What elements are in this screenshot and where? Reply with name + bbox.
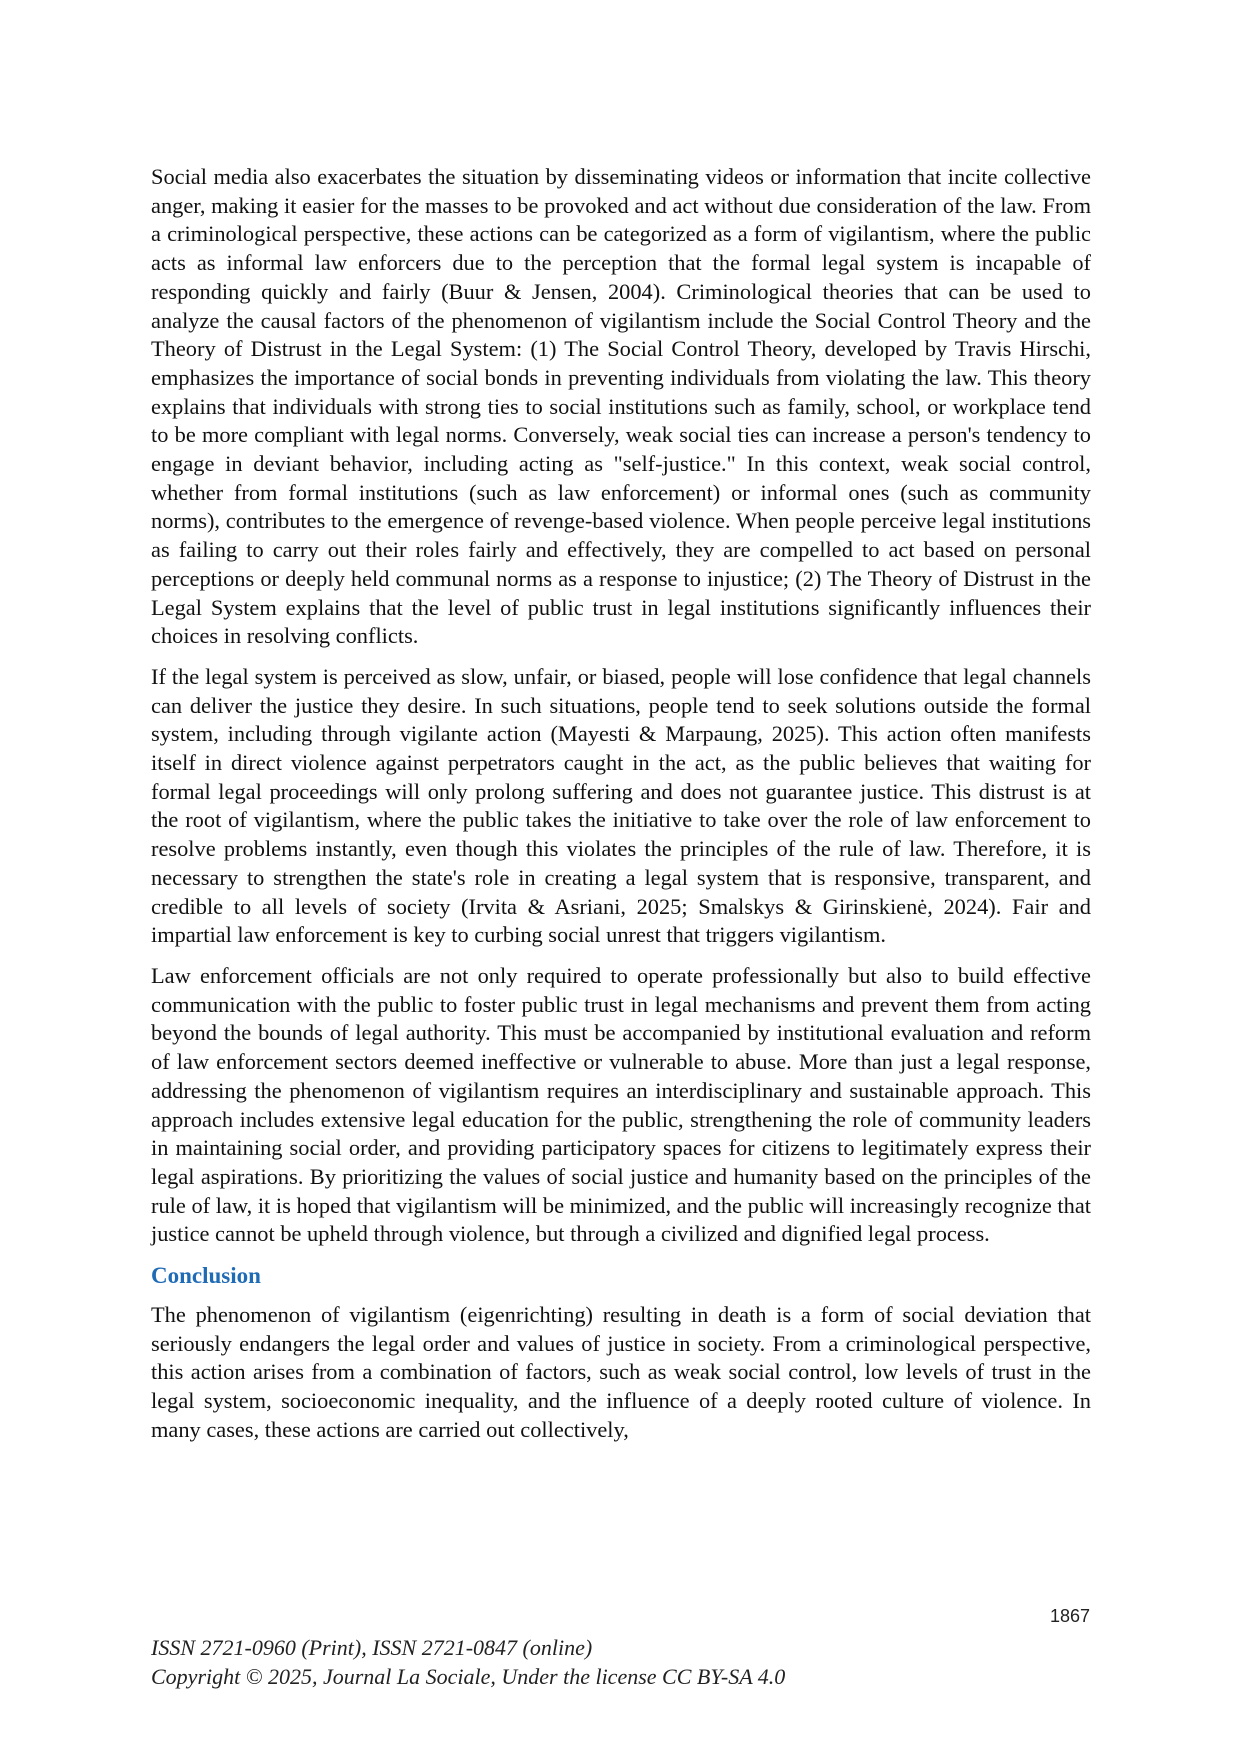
body-paragraph-3: Law enforcement officials are not only required to operate professionally but also to build effective communication with the public to foster public trust in legal mechanisms and prevent them from acting beyond the bounds of legal authority. This must be accompanied by institutional evaluation and reform of law enforcement sectors deemed ineffective or vulnerable to abuse. More than just a legal response, addressing the phenomenon of vigilantism requires an interdisciplinary and sustainable approach. This approach includes extensive legal education for the public, strengthening the role of community leaders in maintaining social order, and providing participatory spaces for citizens to legitimately express their legal aspirations. By prioritizing the values of social justice and humanity based on the principles of the rule of law, it is hoped that vigilantism will be minimized, and the public will increasingly recognize that justice cannot be upheld through violence, but through a civilized and dignified legal process. xyxy=(151,962,1091,1247)
footer-copyright: Copyright © 2025, Journal La Sociale, Under the license CC BY-SA 4.0 xyxy=(151,1664,786,1689)
footer-issn: ISSN 2721-0960 (Print), ISSN 2721-0847 (online) xyxy=(151,1635,593,1660)
page-footer xyxy=(151,1633,1091,1691)
body-paragraph-2: If the legal system is perceived as slow, unfair, or biased, people will lose confidence that legal channels can deliver the justice they desire. In such situations, people tend to seek solutions outside the formal system, including through vigilante action (Mayesti & Marpaung, 2025). This action often manifests itself in direct violence against perpetrators caught in the act, as the public believes that waiting for formal legal proceedings will only prolong suffering and does not guarantee justice. This distrust is at the root of vigilantism, where the public takes the initiative to take over the role of law enforcement to resolve problems instantly, even though this violates the principles of the rule of law. Therefore, it is necessary to strengthen the state's role in creating a legal system that is responsive, transparent, and credible to all levels of society (Irvita & Asriani, 2025; Smalskys & Girinskienė, 2024). Fair and impartial law enforcement is key to curbing social unrest that triggers vigilantism. xyxy=(151,663,1091,948)
body-paragraph-1: Social media also exacerbates the situation by disseminating videos or information that incite collective anger, making it easier for the masses to be provoked and act without due consideration of the law. From a criminological perspective, these actions can be categorized as a form of vigilantism, where the public acts as informal law enforcers due to the perception that the formal legal system is incapable of responding quickly and fairly (Buur & Jensen, 2004). Criminological theories that can be used to analyze the causal factors of the phenomenon of vigilantism include the Social Control Theory and the Theory of Distrust in the Legal System: (1) The Social Control Theory, developed by Travis Hirschi, emphasizes the importance of social bonds in preventing individuals from violating the law. This theory explains that individuals with strong ties to social institutions such as family, school, or workplace tend to be more compliant with legal norms. Conversely, weak social ties can increase a person's tendency to engage in deviant behavior, including acting as "self-justice." In this context, weak social control, whether from formal institutions (such as law enforcement) or informal ones (such as community norms), contributes to the emergence of revenge-based violence. When people perceive legal institutions as failing to carry out their roles fairly and effectively, they are compelled to act based on personal perceptions or deeply held communal norms as a response to injustice; (2) The Theory of Distrust in the Legal System explains that the level of public trust in legal institutions significantly influences their choices in resolving conflicts. xyxy=(151,164,1091,649)
conclusion-paragraph: The phenomenon of vigilantism (eigenrichting) resulting in death is a form of social deviation that seriously endangers the legal order and values of justice in society. From a criminological perspective, this action arises from a combination of factors, such as weak social control, low levels of trust in the legal system, socioeconomic inequality, and the influence of a deeply rooted culture of violence. In many cases, these actions are carried out collectively, xyxy=(151,1302,1091,1442)
page-number: 1867 xyxy=(1049,1606,1090,1626)
conclusion-heading: Conclusion xyxy=(151,1263,261,1289)
page-content xyxy=(151,163,1091,1457)
